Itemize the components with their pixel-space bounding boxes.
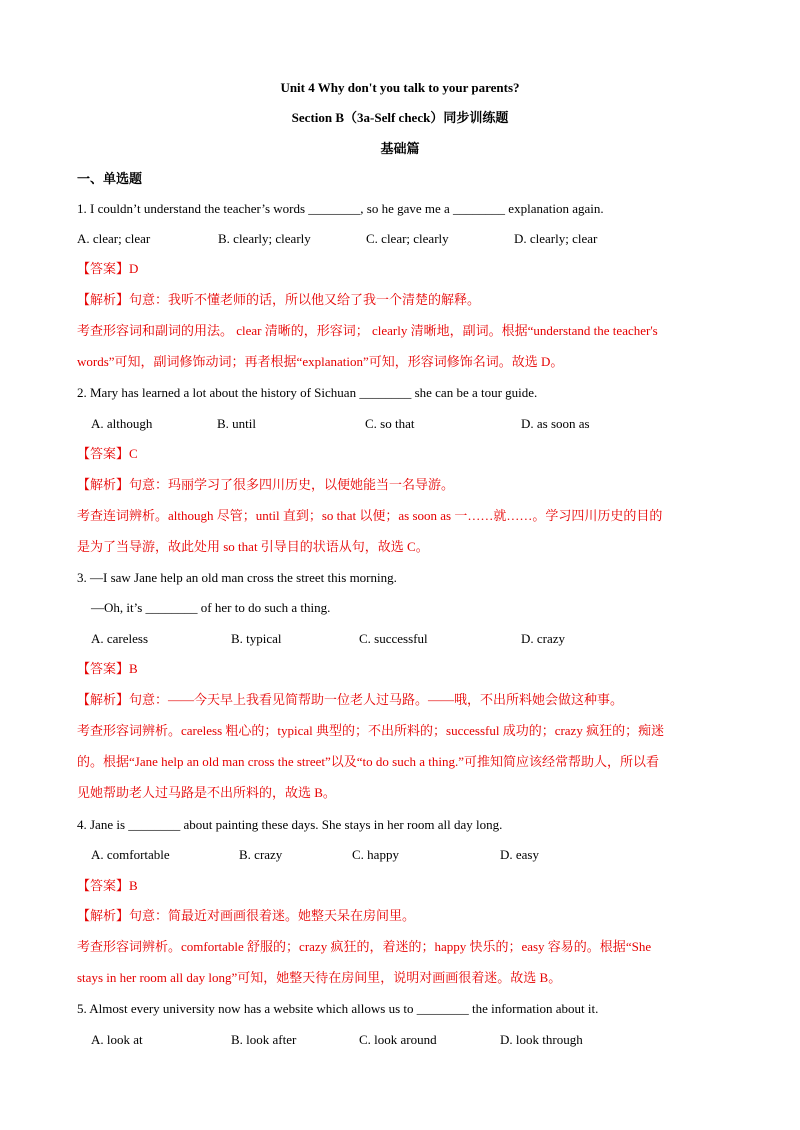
question-2-option-b: B. until bbox=[217, 416, 257, 431]
document-level: 基础篇 bbox=[380, 141, 420, 156]
question-3-option-c: C. successful bbox=[359, 631, 428, 646]
question-4-analysis-line: 考查形容词辨析。comfortable 舒服的；crazy 疯狂的，着迷的；happy 快乐的；easy 容易的。根据“She bbox=[77, 939, 652, 954]
document-title: Unit 4 Why don't you talk to your parents? bbox=[280, 80, 520, 95]
question-2-analysis-line: 考查连词辨析。although 尽管；until 直到；so that 以便；as soon as 一……就……。学习四川历史的目的 bbox=[77, 508, 663, 523]
question-2-analysis-line: 【解析】句意：玛丽学习了很多四川历史，以便她能当一名导游。 bbox=[77, 477, 455, 492]
question-3-analysis-line: 【解析】句意：——今天早上我看见简帮助一位老人过马路。——哦，不出所料她会做这种事。 bbox=[77, 692, 624, 707]
question-1-option-a: A. clear; clear bbox=[77, 231, 151, 246]
question-3-option-a: A. careless bbox=[91, 631, 149, 646]
question-2-answer: 【答案】C bbox=[77, 446, 138, 461]
question-4-option-b: B. crazy bbox=[239, 847, 283, 862]
question-4-answer: 【答案】B bbox=[77, 878, 138, 893]
question-5-stem: 5. Almost every university now has a website which allows us to ________ the information about it. bbox=[77, 1001, 599, 1016]
question-1-option-b: B. clearly; clearly bbox=[218, 231, 311, 246]
question-2-option-a: A. although bbox=[91, 416, 153, 431]
question-2-option-d: D. as soon as bbox=[521, 416, 590, 431]
question-3-answer: 【答案】B bbox=[77, 661, 138, 676]
section-heading: 一、单选题 bbox=[77, 171, 143, 186]
question-2-analysis-line: 是为了当导游，故此处用 so that 引导目的状语从句，故选 C。 bbox=[77, 539, 429, 554]
question-3-stem: 3. —I saw Jane help an old man cross the street this morning. bbox=[77, 570, 397, 585]
question-1-analysis-line: 考查形容词和副词的用法。 clear 清晰的，形容词； clearly 清晰地，副词。根据“understand the teacher's bbox=[77, 323, 658, 338]
question-3-analysis-line: 考查形容词辨析。careless 粗心的；typical 典型的；不出所料的；successful 成功的；crazy 疯狂的；痴迷 bbox=[77, 723, 665, 738]
question-3-analysis-line: 的。根据“Jane help an old man cross the street”以及“to do such a thing.”可推知简应该经常帮助人，所以看 bbox=[77, 754, 660, 769]
document-subtitle: Section B（3a-Self check）同步训练题 bbox=[291, 110, 509, 125]
question-4-analysis-line: stays in her room all day long”可知，她整天待在房间里，说明对画画很着迷。故选 B。 bbox=[77, 970, 562, 985]
question-3-option-d: D. crazy bbox=[521, 631, 566, 646]
question-4-option-c: C. happy bbox=[352, 847, 399, 862]
question-5-option-a: A. look at bbox=[91, 1032, 143, 1047]
question-4-stem: 4. Jane is ________ about painting these days. She stays in her room all day long. bbox=[77, 817, 503, 832]
question-4-analysis-line: 【解析】句意：简最近对画画很着迷。她整天呆在房间里。 bbox=[77, 908, 416, 923]
question-3-stem-reply: —Oh, it’s ________ of her to do such a thing. bbox=[91, 600, 331, 615]
question-1-option-d: D. clearly; clear bbox=[514, 231, 598, 246]
question-3-option-b: B. typical bbox=[231, 631, 282, 646]
question-5-option-c: C. look around bbox=[359, 1032, 437, 1047]
question-5-option-b: B. look after bbox=[231, 1032, 297, 1047]
question-1-analysis-line: 【解析】句意：我听不懂老师的话，所以他又给了我一个清楚的解释。 bbox=[77, 292, 481, 307]
question-3-analysis-line: 见她帮助老人过马路是不出所料的，故选 B。 bbox=[77, 785, 336, 800]
question-1-option-c: C. clear; clearly bbox=[366, 231, 449, 246]
question-1-stem: 1. I couldn’t understand the teacher’s words ________, so he gave me a ________ explanation again. bbox=[77, 201, 604, 216]
question-1-answer: 【答案】D bbox=[77, 261, 139, 276]
question-4-option-a: A. comfortable bbox=[91, 847, 170, 862]
question-2-stem: 2. Mary has learned a lot about the history of Sichuan ________ she can be a tour guide. bbox=[77, 385, 538, 400]
question-4-option-d: D. easy bbox=[500, 847, 539, 862]
question-5-option-d: D. look through bbox=[500, 1032, 583, 1047]
question-2-option-c: C. so that bbox=[365, 416, 415, 431]
question-1-analysis-line: words”可知，副词修饰动词；再者根据“explanation”可知，形容词修饰名词。故选 D。 bbox=[77, 354, 564, 369]
